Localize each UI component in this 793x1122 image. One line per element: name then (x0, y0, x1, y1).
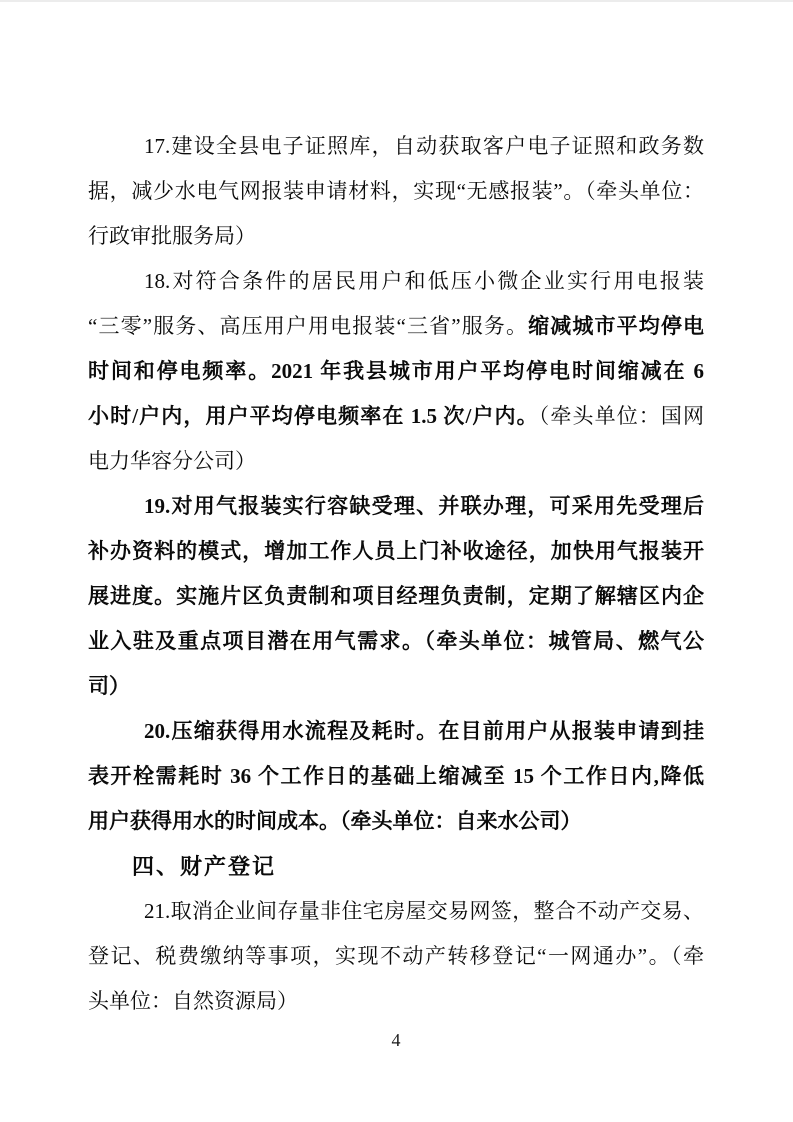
text-line (88, 259, 704, 304)
regular-text-run: 电力华容分公司） (88, 449, 256, 473)
bold-text-run: 时间和停电频率。2021 年我县城市用户平均停电时间缩减在 6 (88, 359, 704, 383)
section-heading-line (88, 844, 704, 889)
bold-text-run: 业入驻及重点项目潜在用气需求。（牵头单位：城管局、燃气公 (88, 629, 704, 653)
section-heading-4 (88, 844, 704, 889)
text-line (88, 439, 704, 484)
paragraph-20 (88, 709, 704, 844)
text-line (88, 889, 704, 934)
text-line (88, 574, 704, 619)
regular-text-run: 17.建设全县电子证照库，自动获取客户电子证照和政务数 (144, 134, 704, 158)
text-line (88, 934, 704, 979)
bold-text-run: 四、财产登记 (132, 854, 277, 879)
paragraph-17 (88, 124, 704, 259)
text-line (88, 349, 704, 394)
text-line (88, 394, 704, 439)
regular-text-run: 据，减少水电气网报装申请材料，实现“无感报装”。（牵头单位： (88, 179, 704, 203)
paragraph-18 (88, 259, 704, 484)
bold-text-run: 小时/户内，用户平均停电频率在 1.5 次/户内。 (88, 404, 539, 428)
regular-text-run: （牵头单位：国网 (538, 404, 704, 428)
text-line (88, 754, 704, 799)
text-line (88, 124, 704, 169)
text-line (88, 709, 704, 754)
bold-text-run: 展进度。实施片区负责制和项目经理负责制，定期了解辖区内企 (88, 584, 704, 608)
regular-text-run: 头单位：自然资源局） (88, 989, 298, 1013)
bold-text-run: 用户获得用水的时间成本。（牵头单位：自来水公司） (88, 809, 582, 833)
text-line (88, 799, 704, 844)
text-line (88, 529, 704, 574)
text-line (88, 484, 704, 529)
bold-text-run: 补办资料的模式，增加工作人员上门补收途径，加快用气报装开 (88, 539, 704, 563)
regular-text-run: 21.取消企业间存量非住宅房屋交易网签，整合不动产交易、 (144, 899, 704, 923)
text-line (88, 619, 704, 664)
bold-text-run: 19.对用气报装实行容缺受理、并联办理，可采用先受理后 (144, 494, 704, 518)
regular-text-run: 登记、税费缴纳等事项，实现不动产转移登记“一网通办”。（牵 (88, 944, 704, 968)
document-body (88, 124, 704, 1024)
text-line (88, 214, 704, 259)
regular-text-run: 18.对符合条件的居民用户和低压小微企业实行用电报装 (144, 269, 704, 293)
text-line (88, 979, 704, 1024)
paragraph-21 (88, 889, 704, 1024)
bold-text-run: 20.压缩获得用水流程及耗时。在目前用户从报装申请到挂 (144, 719, 704, 743)
scan-edge-artifact (0, 0, 793, 2)
bold-text-run: 司） (88, 674, 130, 698)
text-line (88, 664, 704, 709)
text-line (88, 304, 704, 349)
text-line (88, 169, 704, 214)
regular-text-run: 行政审批服务局） (88, 224, 256, 248)
paragraph-19 (88, 484, 704, 709)
page-number: 4 (391, 1030, 401, 1050)
bold-text-run: 缩减城市平均停电 (528, 314, 704, 338)
bold-text-run: 表开栓需耗时 36 个工作日的基础上缩减至 15 个工作日内,降低 (88, 764, 704, 788)
regular-text-run: “三零”服务、高压用户用电报装“三省”服务。 (88, 314, 529, 338)
